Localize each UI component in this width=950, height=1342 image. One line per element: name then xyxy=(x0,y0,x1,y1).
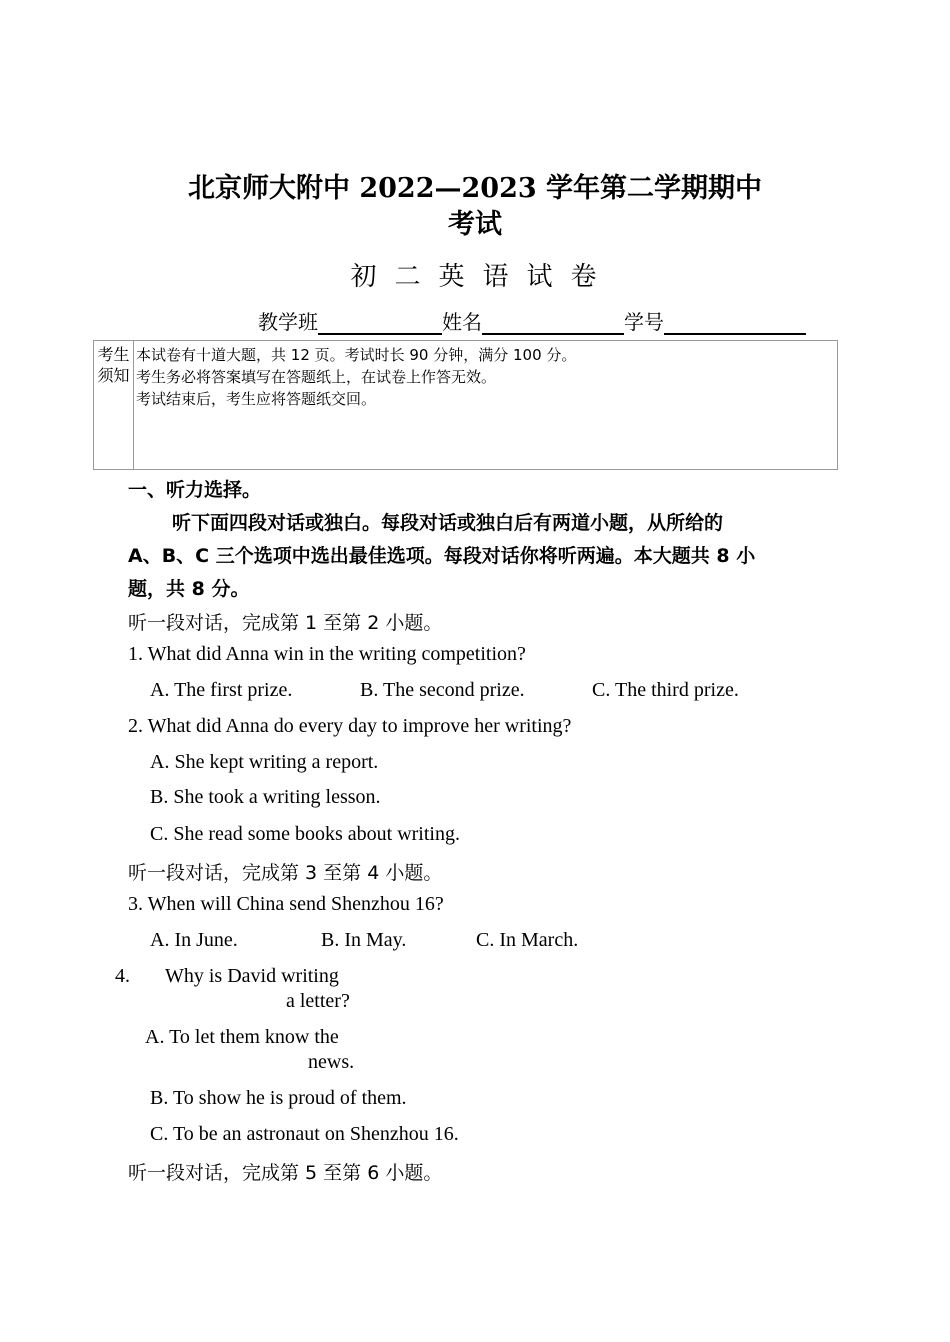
name-blank[interactable] xyxy=(482,311,624,335)
dialog-intro: 听一段对话，完成第 3 至第 4 小题。 xyxy=(128,862,443,884)
section-instruction: 听下面四段对话或独白。每段对话或独白后有两道小题，从所给的 xyxy=(172,512,724,534)
dialog-intro: 听一段对话，完成第 1 至第 2 小题。 xyxy=(128,612,443,634)
question-stem: 3. When will China send Shenzhou 16? xyxy=(128,893,444,915)
student-id-blank[interactable] xyxy=(664,311,806,335)
class-blank[interactable] xyxy=(318,311,442,335)
option-a-continued[interactable]: news. xyxy=(308,1051,355,1073)
option-c[interactable]: C. She read some books about writing. xyxy=(150,823,460,845)
page-title: 北京师大附中 2022—2023 学年第二学期期中 xyxy=(187,173,763,204)
question-number: 4. xyxy=(115,965,130,987)
section-heading: 一、听力选择。 xyxy=(128,479,262,501)
name-label: 姓名 xyxy=(442,310,482,334)
notice-text xyxy=(136,344,576,410)
section-instruction: 题，共 8 分。 xyxy=(128,578,250,600)
student-id-label: 学号 xyxy=(624,310,664,334)
option-a[interactable]: A. The first prize. xyxy=(150,679,293,701)
option-a[interactable]: A. In June. xyxy=(150,929,238,951)
notice-line: 本试卷有十道大题，共 12 页。考试时长 90 分钟，满分 100 分。 xyxy=(136,346,577,364)
option-b[interactable]: B. She took a writing lesson. xyxy=(150,786,381,808)
option-a[interactable]: A. To let them know the xyxy=(145,1026,339,1048)
exam-notice-box xyxy=(93,340,838,470)
question-stem: 2. What did Anna do every day to improve her writing? xyxy=(128,715,572,737)
dialog-intro: 听一段对话，完成第 5 至第 6 小题。 xyxy=(128,1162,443,1184)
notice-label-line: 考生 xyxy=(97,345,130,364)
option-a[interactable]: A. She kept writing a report. xyxy=(150,751,379,773)
notice-label-line: 须知 xyxy=(97,366,130,385)
option-b[interactable]: B. In May. xyxy=(321,929,407,951)
student-info-fields xyxy=(258,306,806,335)
exam-subtitle: 初二英语试卷 xyxy=(350,262,615,292)
notice-line: 考试结束后，考生应将答题纸交回。 xyxy=(136,390,377,408)
question-stem: 1. What did Anna win in the writing competition? xyxy=(128,643,526,665)
option-c[interactable]: C. To be an astronaut on Shenzhou 16. xyxy=(150,1123,459,1145)
option-b[interactable]: B. To show he is proud of them. xyxy=(150,1087,407,1109)
class-label: 教学班 xyxy=(258,310,318,334)
notice-line: 考生务必将答案填写在答题纸上，在试卷上作答无效。 xyxy=(136,368,497,386)
question-stem: Why is David writing xyxy=(165,965,339,987)
notice-label xyxy=(94,341,134,469)
section-instruction: A、B、C 三个选项中选出最佳选项。每段对话你将听两遍。本大题共 8 小 xyxy=(128,545,756,567)
question-stem-continued: a letter? xyxy=(286,990,350,1012)
option-b[interactable]: B. The second prize. xyxy=(360,679,525,701)
option-c[interactable]: C. In March. xyxy=(476,929,579,951)
option-c[interactable]: C. The third prize. xyxy=(592,679,739,701)
page-title-continued: 考试 xyxy=(448,209,502,240)
